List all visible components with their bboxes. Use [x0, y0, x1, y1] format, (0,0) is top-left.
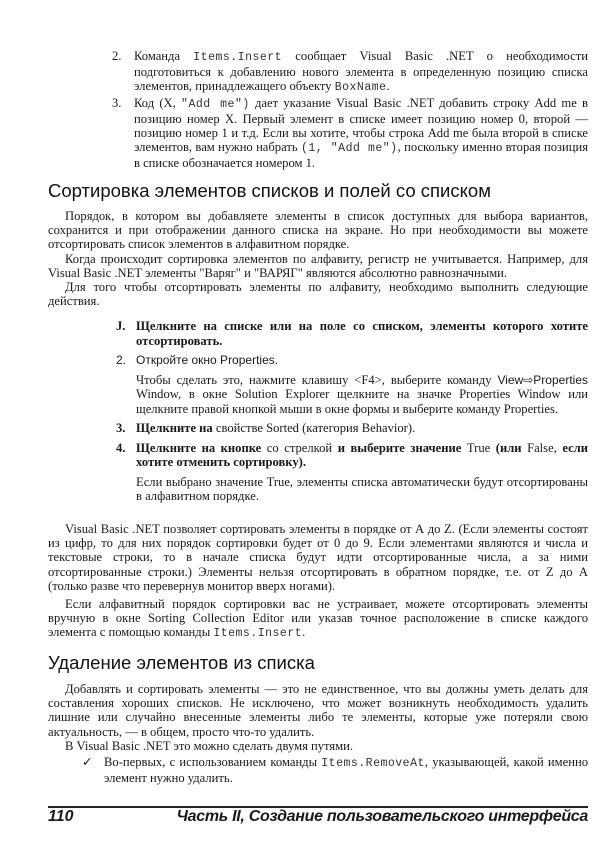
text-run: сообщает Visual Basic .NET о необходимости подготовиться к добавлению нового элемента в определенную позицию списка элементов, принадлежащего объекту [134, 49, 588, 94]
inline-code: Items.RemoveAt [321, 757, 425, 770]
step-number: J. [116, 319, 126, 333]
sorting-notes [48, 522, 588, 642]
paragraph [48, 252, 588, 280]
removing-bullets [76, 755, 588, 785]
text-run: Window, в окне Solution Explorer щелкните на значке Properties Window или щелкните правой кнопкой мыши в окне формы и выберите команду Properties. [136, 387, 588, 416]
text-run: Команда [134, 49, 194, 63]
step-text [136, 421, 588, 436]
section-heading-removing: Удаление элементов из списка [48, 652, 315, 673]
text-run: если хотите отменить сортировку). [136, 440, 588, 469]
list-item [112, 49, 588, 96]
part-title: Часть II, Создание пользовательского интерфейса [176, 808, 588, 825]
inline-code: (1, "Add me") [300, 142, 398, 156]
text-run: Щелкните на списке или на поле со списком, элементы которого хотите отсортировать. [136, 319, 588, 348]
text-run: Visual Basic .NET позволяет сортировать элементы в порядке от А до Z. (Если элементы состоят из цифр, то для них порядок сортировки будет от 0 до 9. Если элементами являются и числа и текстовые строки, то в начале списка будут идти отсортированные числа, а за ними отсортированные строки.) Элементы нельзя отсортировать в обратном порядке, т.е. от Z до А (только разве что перевернув монитор вверх ногами). [48, 522, 588, 593]
step-text [136, 353, 588, 368]
step-number: 4. [116, 440, 126, 455]
step-number: 2. [116, 353, 127, 367]
text-run: , указывающей, какой именно элемент нужно удалить. [104, 755, 588, 786]
text-run: Когда происходит сортировка элементов по алфавиту, регистр не учитывается. Например, для Visual Basic .NET элементы "Варяг" и "ВАРЯГ" являются абсолютно равнозначными. [48, 251, 588, 280]
text-run: дает указание Visual Basic .NET добавить строку Add me в позицию номер X. Первый элемент в списке имеет позицию номер 0, второй — позицию номер 1 и т.д. Если вы хотите, чтобы строка Add me была второй в списке элементов, вам нужно набрать [134, 95, 588, 155]
text-run: и выберите значение [337, 440, 462, 455]
paragraph [48, 280, 588, 308]
list-item [112, 96, 588, 171]
text-run: View⇨Properties [497, 372, 588, 387]
step-note [136, 475, 588, 504]
inline-code: "Add me") [181, 97, 250, 111]
section-heading-sorting: Сортировка элементов списков и полей со списком [48, 180, 491, 201]
text-run: Щелкните на кнопке [136, 440, 262, 455]
step-text [136, 319, 588, 348]
paragraph [48, 597, 588, 642]
step-note [136, 373, 588, 417]
text-run: Добавлять и сортировать элементы — это не единственное, что вы должны уметь делать для составления хороших списков. Не исключено, что может возникнуть необходимость удалить лишние или случайно внесенные элементы либо те элементы, которые уже потеряли свою актуальность, — в общем, просто что-то удалить. [48, 682, 588, 739]
sorting-intro [48, 209, 588, 308]
text-run: Если выбрано значение True, элементы списка автоматически будут отсортированы в алфавитном порядке. [136, 474, 588, 503]
text-run: (или [495, 440, 522, 455]
bullet-item [76, 755, 588, 785]
text-run: False, [521, 440, 563, 455]
bullet-text [104, 755, 588, 785]
inline-code: BoxName [334, 81, 387, 95]
item-number: 2. [112, 49, 122, 63]
step-number: 3. [116, 421, 126, 435]
item-number: 3. [112, 95, 122, 110]
text-run: Если алфавитный порядок сортировки вас не устраивает, можете отсортировать элементы вручную в окне Sorting Collection Editor или указав точное расположение в списке каждого элемента с помощью команды [48, 597, 588, 640]
text-run: Код (X, [134, 95, 182, 110]
text-run: Для того чтобы отсортировать элементы по алфавиту, необходимо выполнить следующие действия. [48, 280, 588, 309]
text-run: В Visual Basic .NET это можно сделать двумя путями. [65, 738, 354, 753]
text-run: Во-первых, с использованием команды [104, 755, 322, 769]
text-run: . [302, 625, 306, 640]
text-run: Порядок, в котором вы добавляете элементы в список доступных для выбора вариантов, сохранится и при отображении данного списка на экране. Но при необходимости вы можете отсортировать список элементов в алфавитном порядке. [48, 209, 588, 252]
step-text [136, 441, 588, 470]
paragraph [48, 682, 588, 739]
step [116, 441, 588, 504]
step [116, 421, 588, 436]
text-run: Чтобы сделать это, нажмите клавишу <F4>, выберите команду [136, 372, 498, 387]
text-run: True [461, 440, 496, 455]
text-run: , поскольку именно вторая позиция в списке обозначается номером 1. [134, 140, 588, 171]
step [116, 319, 588, 348]
step [116, 353, 588, 416]
top-numbered-list [112, 49, 588, 171]
sorting-steps [116, 319, 588, 504]
checkmark-icon: ✓ [82, 755, 93, 769]
removing-intro [48, 682, 588, 753]
paragraph [48, 522, 588, 593]
text-run: Щелкните на [136, 421, 213, 435]
text-run: . [386, 79, 390, 94]
inline-code: Items.Insert [193, 51, 283, 64]
text-run: со стрелкой [261, 440, 338, 455]
item-text [134, 96, 588, 171]
page-number: 110 [48, 808, 74, 825]
paragraph [48, 209, 588, 252]
paragraph [48, 739, 588, 753]
item-text [134, 49, 588, 96]
inline-code: Items.Insert [213, 627, 303, 641]
text-run: свойстве Sorted (категория Behavior). [212, 421, 416, 435]
text-run: Откройте окно Properties. [136, 353, 279, 367]
